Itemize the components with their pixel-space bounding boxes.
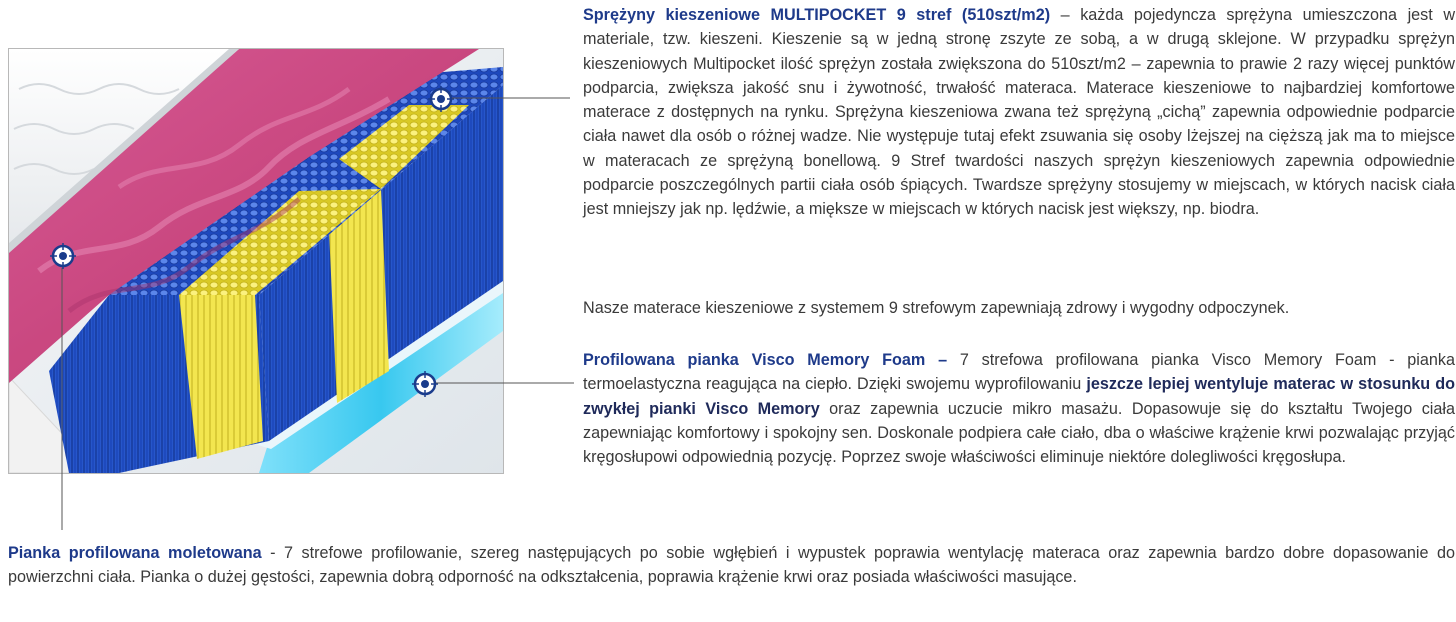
- mattress-illustration: [9, 49, 503, 473]
- multipocket-description: [583, 3, 1455, 222]
- summary-line: Nasze materace kieszeniowe z systemem 9 strefowym zapewniają zdrowy i wygodny odpoczynek.: [583, 299, 1290, 317]
- multipocket-heading: Sprężyny kieszeniowe MULTIPOCKET 9 stref (510szt/m2): [583, 6, 1051, 24]
- mattress-cross-section-figure: [8, 48, 504, 474]
- multipocket-body: – każda pojedyncza sprężyna umieszczona jest w materiale, tzw. kieszeni. Kieszenie są w jedną stronę zszyte ze sobą, a w drugą sklejone. W przypadku sprężyn kieszeniowych Multipocket ilość sprężyn została zwiększona do 510szt/m2 – zapewnia to prawie 2 razy więcej punktów podparcia, zwiększa jakość snu i żywotność, trwałość materaca. Materace kieszeniowe to najbardziej komfortowe materace z dostępnych na rynku. Sprężyna kieszeniowa zwana też sprężyną „cichą” zapewnia odpowiednie podparcie ciała nawet dla osób o różnej wadze. Nie występuje tutaj efekt zsuwania się osoby lżejszej na cięższą jak ma to miejsce w materacach ze sprężyną bonellową. 9 Stref twardości naszych sprężyn kieszeniowych zapewnia odpowiednie podparcie poszczególnych partii ciała osób śpiących. Twardsze sprężyny stosujemy w miejscach, w których nacisk ciała jest mniejszy jak np. lędźwie, a miększe w miejscach w których nacisk jest większy, np. biodra.: [583, 6, 1456, 219]
- visco-description: [583, 348, 1455, 469]
- moletowana-heading: Pianka profilowana moletowana: [8, 544, 262, 562]
- moletowana-description: [8, 541, 1455, 590]
- visco-body-end: oraz zapewnia uczucie mikro masażu. Dopasowuje się do kształtu Twojego ciała zapewniając komfortowy i spokojny sen. Doskonale podpiera całe ciało, dba o właściwe krążenie krwi pozwalając przyjąć kręgosłupowi odpowiednią pozycję. Poprzez swoje właściwości eliminuje niektóre dolegliwości kręgosłupa.: [583, 399, 1455, 467]
- visco-heading: Profilowana pianka Visco Memory Foam –: [583, 351, 948, 369]
- visco-emphasis: jeszcze lepiej wentyluje materac w stosunku do zwykłej pianki Visco Memory: [583, 375, 1455, 418]
- moletowana-body: - 7 strefowe profilowanie, szereg następujących po sobie wgłębień i wypustek poprawia wentylację materaca oraz zapewnia bardzo dobre dopasowanie do powierzchni ciała. Pianka o dużej gęstości, zapewnia dobrą odporność na odkształcenia, poprawia krążenie krwi oraz posiada właściwości masujące.: [8, 544, 1455, 587]
- visco-body-start: 7 strefowa profilowana pianka Visco Memory Foam - pianka termoelastyczna reagująca na ciepło. Dzięki swojemu wyprofilowaniu: [583, 351, 1455, 394]
